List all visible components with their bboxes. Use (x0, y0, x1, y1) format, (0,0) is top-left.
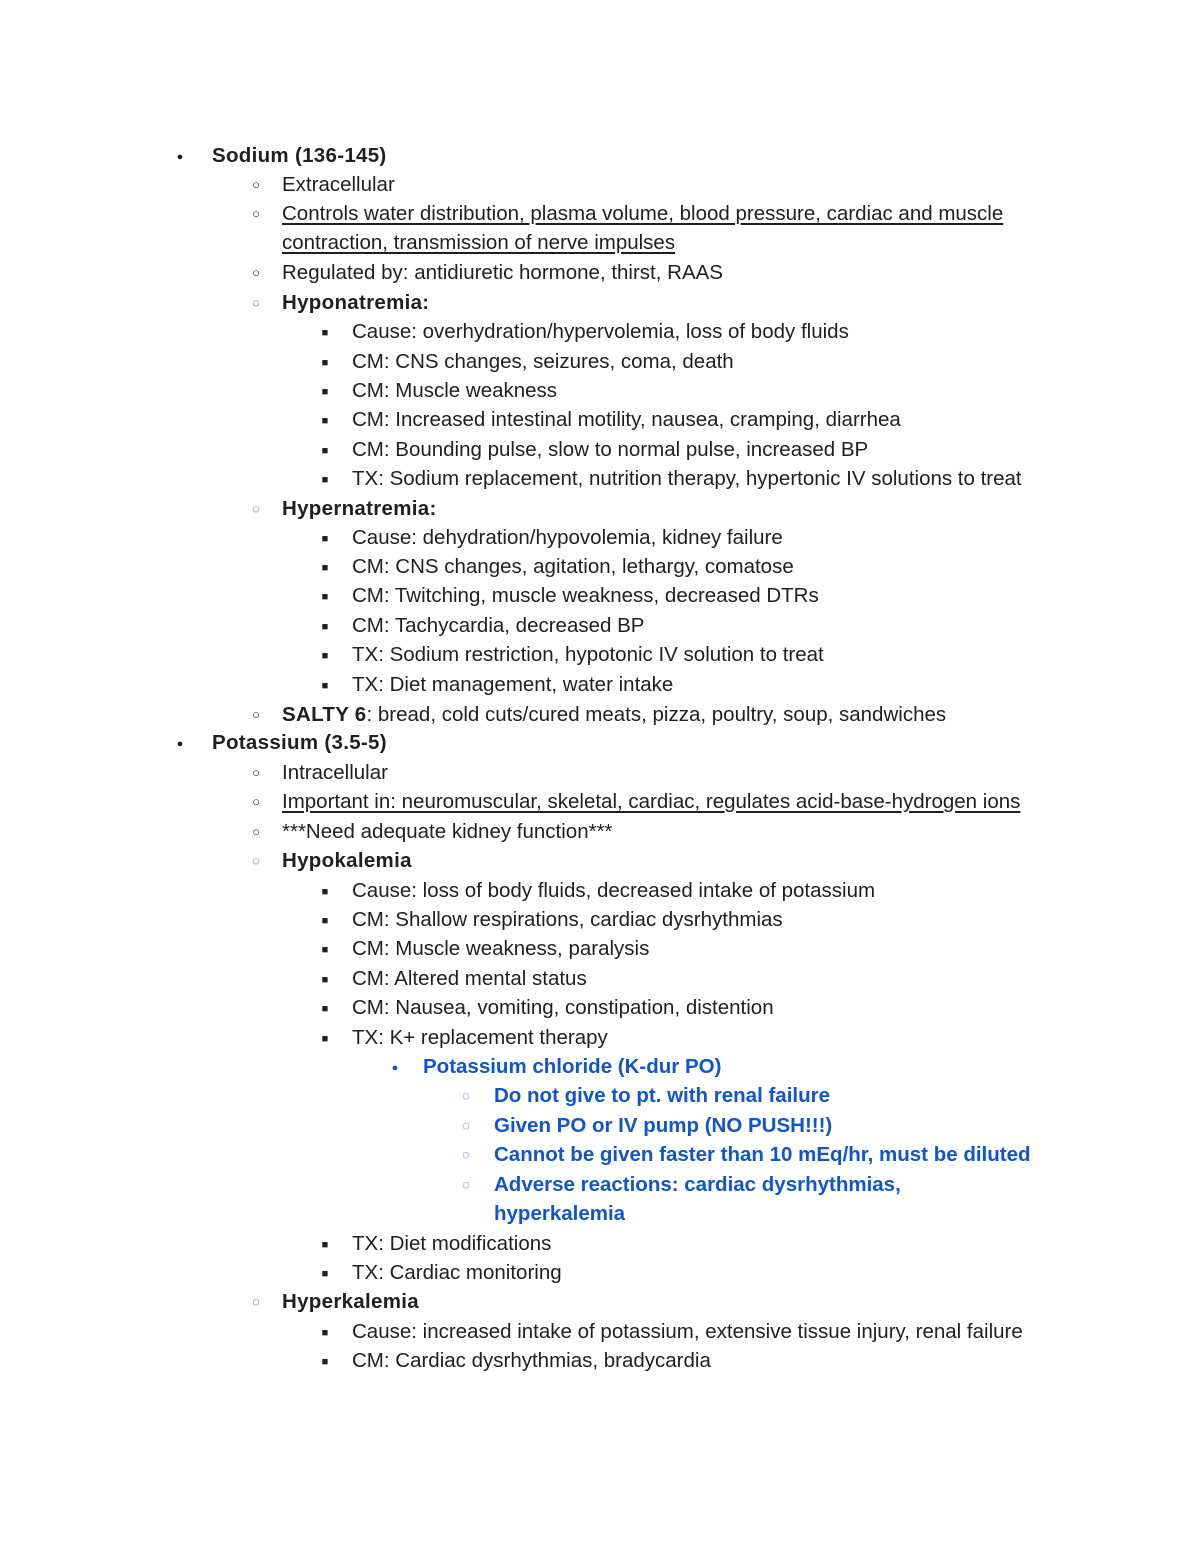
bullet-square-icon (315, 1229, 335, 1261)
bullet-square-icon (315, 405, 335, 437)
bullet-circle-icon (246, 817, 266, 847)
list-item: Cause: increased intake of potassium, extensive tissue injury, renal failure (352, 1320, 1023, 1343)
list-item: CM: Tachycardia, decreased BP (352, 614, 645, 637)
list-item: TX: Sodium restriction, hypotonic IV solution to treat (352, 643, 824, 666)
salty-six-line (282, 700, 946, 730)
bullet-square-icon (315, 376, 335, 408)
bullet-square-icon (315, 435, 335, 467)
list-item: CM: Muscle weakness (352, 379, 558, 402)
sodium-location: Extracellular (282, 173, 395, 196)
salty-six-label: SALTY 6 (282, 703, 367, 726)
bullet-square-icon (315, 876, 335, 908)
list-item: TX: Sodium replacement, nutrition therapy, hypertonic IV solutions to treat (352, 467, 1022, 490)
bullet-square-icon (315, 1023, 335, 1055)
bullet-disc-icon (385, 1052, 405, 1084)
list-item: CM: CNS changes, seizures, coma, death (352, 350, 734, 373)
bullet-circle-icon (246, 199, 266, 229)
list-item: CM: CNS changes, agitation, lethargy, comatose (352, 555, 794, 578)
list-item: TX: Cardiac monitoring (352, 1261, 562, 1284)
drug-note: Do not give to pt. with renal failure (494, 1084, 830, 1107)
bullet-dotted-circle-icon (246, 1287, 266, 1317)
bullet-square-icon (315, 317, 335, 349)
hypokalemia-heading: Hypokalemia (282, 849, 412, 872)
list-item: TX: Diet management, water intake (352, 673, 674, 696)
hyperkalemia-heading: Hyperkalemia (282, 1290, 419, 1313)
potassium-location: Intracellular (282, 761, 388, 784)
list-item: CM: Cardiac dysrhythmias, bradycardia (352, 1349, 711, 1372)
list-item: TX: K+ replacement therapy (352, 1026, 608, 1049)
hypernatremia-heading: Hypernatremia: (282, 497, 437, 520)
sodium-regulated: Regulated by: antidiuretic hormone, thirst, RAAS (282, 261, 723, 284)
bullet-square-icon (315, 964, 335, 996)
bullet-square-icon (315, 640, 335, 672)
bullet-square-icon (315, 670, 335, 702)
potassium-heading: Potassium (3.5-5) (212, 731, 387, 754)
bullet-dotted-circle-icon (456, 1081, 476, 1111)
bullet-square-icon (315, 905, 335, 937)
list-item: CM: Shallow respirations, cardiac dysrhythmias (352, 908, 783, 931)
bullet-square-icon (315, 993, 335, 1025)
bullet-square-icon (315, 934, 335, 966)
bullet-circle-icon (246, 258, 266, 288)
list-item: Cause: loss of body fluids, decreased intake of potassium (352, 879, 876, 902)
list-item: CM: Twitching, muscle weakness, decreased DTRs (352, 584, 819, 607)
potassium-kidney-note: ***Need adequate kidney function*** (282, 820, 613, 843)
bullet-disc-icon (170, 728, 190, 760)
sodium-heading: Sodium (136-145) (212, 144, 387, 167)
bullet-square-icon (315, 552, 335, 584)
bullet-circle-icon (246, 758, 266, 788)
bullet-dotted-circle-icon (456, 1170, 476, 1200)
bullet-square-icon (315, 1317, 335, 1349)
list-item: Cause: dehydration/hypovolemia, kidney failure (352, 526, 783, 549)
list-item: TX: Diet modifications (352, 1232, 552, 1255)
bullet-circle-icon (246, 170, 266, 200)
list-item: CM: Nausea, vomiting, constipation, distention (352, 996, 774, 1019)
bullet-dotted-circle-icon (456, 1140, 476, 1170)
drug-note: Given PO or IV pump (NO PUSH!!!) (494, 1114, 833, 1137)
bullet-square-icon (315, 1346, 335, 1378)
bullet-circle-icon (246, 787, 266, 817)
list-item: CM: Bounding pulse, slow to normal pulse, increased BP (352, 438, 869, 461)
potassium-important: Important in: neuromuscular, skeletal, cardiac, regulates acid-base-hydrogen ions (282, 790, 1021, 813)
bullet-square-icon (315, 347, 335, 379)
bullet-square-icon (315, 1258, 335, 1290)
sodium-function-line1: Controls water distribution, plasma volume, blood pressure, cardiac and muscle (282, 202, 1004, 225)
drug-note: Cannot be given faster than 10 mEq/hr, must be diluted (494, 1143, 1031, 1166)
drug-adverse-line1: Adverse reactions: cardiac dysrhythmias, (494, 1173, 901, 1196)
drug-adverse-line2: hyperkalemia (494, 1202, 626, 1225)
bullet-dotted-circle-icon (246, 846, 266, 876)
salty-six-text: : bread, cold cuts/cured meats, pizza, poultry, soup, sandwiches (366, 703, 947, 726)
list-item: CM: Muscle weakness, paralysis (352, 937, 650, 960)
bullet-square-icon (315, 581, 335, 613)
bullet-dotted-circle-icon (246, 288, 266, 318)
bullet-square-icon (315, 611, 335, 643)
bullet-dotted-circle-icon (246, 494, 266, 524)
bullet-square-icon (315, 523, 335, 555)
bullet-dotted-circle-icon (456, 1111, 476, 1141)
bullet-disc-icon (170, 141, 190, 173)
bullet-circle-icon (246, 700, 266, 730)
potassium-chloride-heading: Potassium chloride (K-dur PO) (423, 1055, 722, 1078)
list-item: CM: Increased intestinal motility, nausea, cramping, diarrhea (352, 408, 901, 431)
list-item: CM: Altered mental status (352, 967, 587, 990)
list-item: Cause: overhydration/hypervolemia, loss of body fluids (352, 320, 849, 343)
hyponatremia-heading: Hyponatremia: (282, 291, 430, 314)
bullet-square-icon (315, 464, 335, 496)
sodium-function-line2: contraction, transmission of nerve impulses (282, 231, 676, 254)
